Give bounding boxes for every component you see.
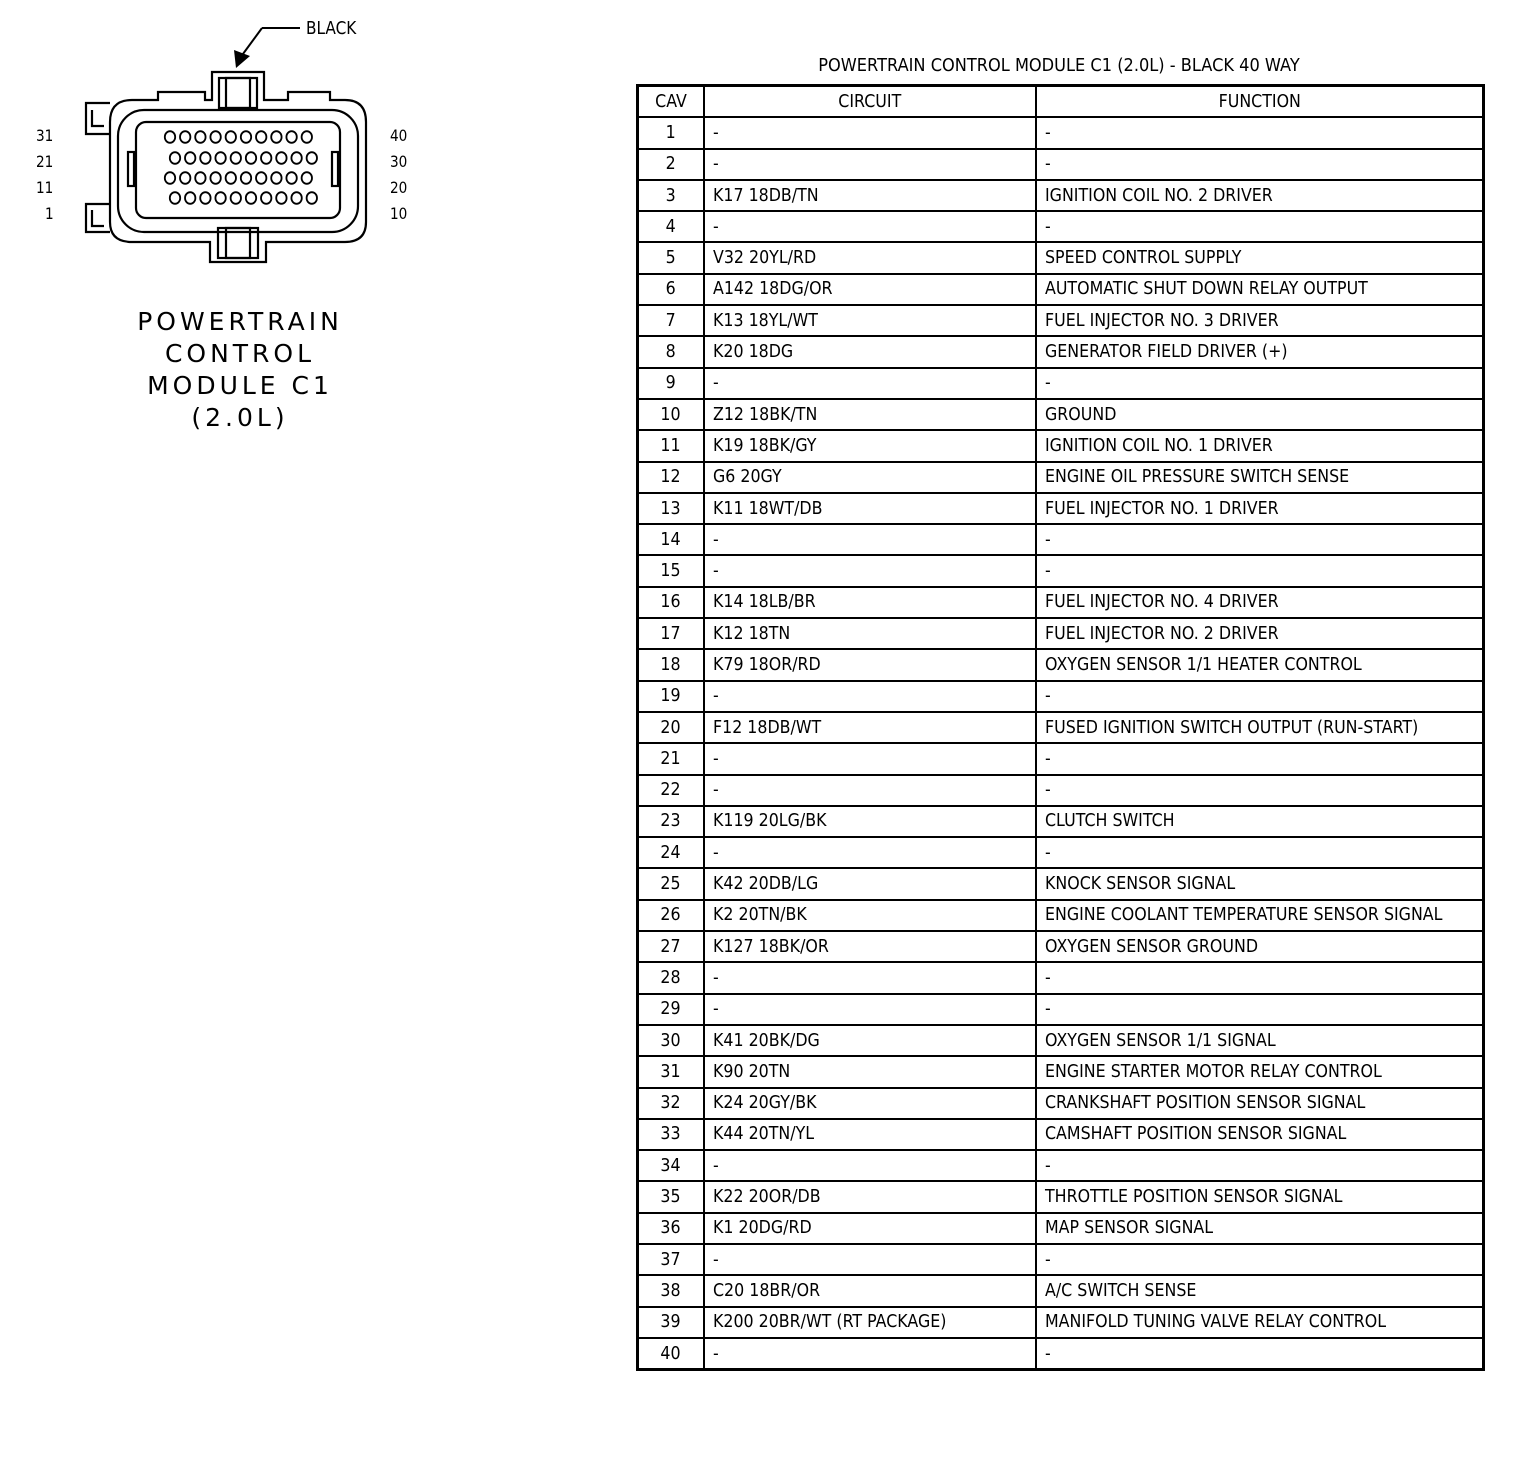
- pin-cavity: [276, 152, 286, 164]
- circuit-cell: -: [704, 368, 1036, 399]
- pin-cavity: [226, 172, 236, 184]
- circuit-cell: K79 18OR/RD: [704, 649, 1036, 680]
- function-cell: -: [1036, 1150, 1484, 1181]
- pin-cavity: [302, 131, 312, 143]
- pin-cavity: [170, 192, 180, 204]
- table-row: [638, 1213, 1484, 1244]
- pin-number-right: 10: [390, 204, 408, 223]
- pin-cavity: [180, 131, 190, 143]
- module-name-line: (2.0L): [191, 403, 289, 432]
- pin-cavity: [246, 192, 256, 204]
- function-cell: FUEL INJECTOR NO. 1 DRIVER: [1036, 493, 1484, 524]
- circuit-cell: K90 20TN: [704, 1056, 1036, 1087]
- pin-cavity: [165, 172, 175, 184]
- connector-color-label: BLACK: [306, 18, 357, 39]
- function-cell: IGNITION COIL NO. 1 DRIVER: [1036, 430, 1484, 461]
- pin-number-left: 11: [36, 178, 54, 197]
- table-row: [638, 1150, 1484, 1181]
- pin-cavity: [246, 152, 256, 164]
- table-row: [638, 618, 1484, 649]
- function-cell: -: [1036, 368, 1484, 399]
- cav-cell: 25: [638, 868, 704, 899]
- cav-cell: 14: [638, 524, 704, 555]
- pin-number-right: 20: [390, 178, 408, 197]
- circuit-cell: K17 18DB/TN: [704, 180, 1036, 211]
- connector-inner-housing: [118, 110, 358, 232]
- circuit-cell: -: [704, 1150, 1036, 1181]
- cav-cell: 39: [638, 1307, 704, 1338]
- circuit-cell: -: [704, 211, 1036, 242]
- function-cell: AUTOMATIC SHUT DOWN RELAY OUTPUT: [1036, 274, 1484, 305]
- table-row: [638, 994, 1484, 1025]
- cav-cell: 12: [638, 462, 704, 493]
- cav-cell: 38: [638, 1275, 704, 1306]
- pin-cavity: [231, 192, 241, 204]
- cav-cell: 19: [638, 681, 704, 712]
- cav-cell: 20: [638, 712, 704, 743]
- pin-cavity: [226, 131, 236, 143]
- circuit-cell: -: [704, 743, 1036, 774]
- pin-cavities: [165, 131, 317, 204]
- cav-cell: 28: [638, 962, 704, 993]
- cav-cell: 26: [638, 900, 704, 931]
- cav-cell: 22: [638, 775, 704, 806]
- cav-cell: 15: [638, 555, 704, 586]
- pin-cavity: [291, 152, 301, 164]
- table-row: [638, 837, 1484, 868]
- table-header-row: [638, 86, 1484, 118]
- function-cell: FUEL INJECTOR NO. 4 DRIVER: [1036, 587, 1484, 618]
- function-cell: ENGINE OIL PRESSURE SWITCH SENSE: [1036, 462, 1484, 493]
- pin-cavity: [215, 192, 225, 204]
- function-cell: -: [1036, 775, 1484, 806]
- left-mounting-tabs: [86, 103, 110, 232]
- circuit-cell: K14 18LB/BR: [704, 587, 1036, 618]
- module-name-line: MODULE C1: [147, 371, 333, 400]
- circuit-cell: K127 18BK/OR: [704, 931, 1036, 962]
- cav-cell: 37: [638, 1244, 704, 1275]
- function-cell: GENERATOR FIELD DRIVER (+): [1036, 336, 1484, 367]
- table-row: [638, 368, 1484, 399]
- table-row: [638, 524, 1484, 555]
- module-name-line: POWERTRAIN: [137, 307, 343, 336]
- table-row: [638, 681, 1484, 712]
- circuit-cell: -: [704, 775, 1036, 806]
- pin-number-right: 30: [390, 152, 408, 171]
- circuit-cell: G6 20GY: [704, 462, 1036, 493]
- header-function: FUNCTION: [1036, 86, 1484, 118]
- circuit-cell: -: [704, 1244, 1036, 1275]
- pin-number-right: 40: [390, 126, 408, 145]
- function-cell: CRANKSHAFT POSITION SENSOR SIGNAL: [1036, 1088, 1484, 1119]
- pin-cavity: [291, 192, 301, 204]
- cav-cell: 6: [638, 274, 704, 305]
- table-row: [638, 931, 1484, 962]
- pin-cavity: [200, 192, 210, 204]
- circuit-cell: F12 18DB/WT: [704, 712, 1036, 743]
- cav-cell: 35: [638, 1181, 704, 1212]
- cav-cell: 21: [638, 743, 704, 774]
- circuit-cell: K24 20GY/BK: [704, 1088, 1036, 1119]
- function-cell: THROTTLE POSITION SENSOR SIGNAL: [1036, 1181, 1484, 1212]
- cav-cell: 29: [638, 994, 704, 1025]
- header-cav: CAV: [638, 86, 704, 118]
- pin-cavity: [261, 152, 271, 164]
- cav-cell: 4: [638, 211, 704, 242]
- circuit-cell: K11 18WT/DB: [704, 493, 1036, 524]
- function-cell: -: [1036, 681, 1484, 712]
- pin-cavity: [256, 131, 266, 143]
- function-cell: -: [1036, 1244, 1484, 1275]
- cav-cell: 13: [638, 493, 704, 524]
- table-row: [638, 1275, 1484, 1306]
- circuit-cell: -: [704, 837, 1036, 868]
- circuit-cell: -: [704, 149, 1036, 180]
- color-callout-arrow: [0, 0, 480, 120]
- cav-cell: 1: [638, 117, 704, 148]
- table-row: [638, 555, 1484, 586]
- cav-cell: 23: [638, 806, 704, 837]
- function-cell: -: [1036, 211, 1484, 242]
- function-cell: CLUTCH SWITCH: [1036, 806, 1484, 837]
- pin-cavity: [271, 131, 281, 143]
- circuit-cell: K12 18TN: [704, 618, 1036, 649]
- pin-cavity: [241, 131, 251, 143]
- cav-cell: 10: [638, 399, 704, 430]
- pin-cavity: [165, 131, 175, 143]
- table-row: [638, 1338, 1484, 1370]
- function-cell: -: [1036, 1338, 1484, 1370]
- function-cell: OXYGEN SENSOR 1/1 SIGNAL: [1036, 1025, 1484, 1056]
- circuit-cell: K119 20LG/BK: [704, 806, 1036, 837]
- circuit-cell: K41 20BK/DG: [704, 1025, 1036, 1056]
- cav-cell: 3: [638, 180, 704, 211]
- pin-cavity: [271, 172, 281, 184]
- function-cell: -: [1036, 994, 1484, 1025]
- function-cell: ENGINE COOLANT TEMPERATURE SENSOR SIGNAL: [1036, 900, 1484, 931]
- cav-cell: 31: [638, 1056, 704, 1087]
- table-row: [638, 117, 1484, 148]
- table-row: [638, 462, 1484, 493]
- function-cell: ENGINE STARTER MOTOR RELAY CONTROL: [1036, 1056, 1484, 1087]
- function-cell: MANIFOLD TUNING VALVE RELAY CONTROL: [1036, 1307, 1484, 1338]
- cav-cell: 17: [638, 618, 704, 649]
- table-row: [638, 305, 1484, 336]
- cav-cell: 8: [638, 336, 704, 367]
- table-row: [638, 336, 1484, 367]
- header-circuit: CIRCUIT: [704, 86, 1036, 118]
- pin-cavity: [195, 172, 205, 184]
- pin-cavity: [231, 152, 241, 164]
- function-cell: MAP SENSOR SIGNAL: [1036, 1213, 1484, 1244]
- pinout-table: [636, 84, 1485, 1371]
- table-row: [638, 900, 1484, 931]
- table-row: [638, 806, 1484, 837]
- table-row: [638, 399, 1484, 430]
- table-row: [638, 868, 1484, 899]
- pin-cavity: [261, 192, 271, 204]
- function-cell: -: [1036, 524, 1484, 555]
- circuit-cell: K13 18YL/WT: [704, 305, 1036, 336]
- module-name-line: CONTROL: [164, 339, 316, 368]
- function-cell: GROUND: [1036, 399, 1484, 430]
- cav-cell: 36: [638, 1213, 704, 1244]
- cav-cell: 24: [638, 837, 704, 868]
- circuit-cell: K19 18BK/GY: [704, 430, 1036, 461]
- pin-cavity: [180, 172, 190, 184]
- circuit-cell: -: [704, 1338, 1036, 1370]
- circuit-cell: -: [704, 994, 1036, 1025]
- circuit-cell: A142 18DG/OR: [704, 274, 1036, 305]
- table-row: [638, 211, 1484, 242]
- table-row: [638, 1088, 1484, 1119]
- function-cell: -: [1036, 743, 1484, 774]
- pin-cavity: [185, 192, 195, 204]
- table-row: [638, 775, 1484, 806]
- pin-cavity: [276, 192, 286, 204]
- function-cell: -: [1036, 555, 1484, 586]
- pin-cavity: [302, 172, 312, 184]
- circuit-cell: -: [704, 524, 1036, 555]
- pin-cavity: [170, 152, 180, 164]
- circuit-cell: K2 20TN/BK: [704, 900, 1036, 931]
- table-row: [638, 1119, 1484, 1150]
- pin-cavity: [185, 152, 195, 164]
- table-row: [638, 180, 1484, 211]
- function-cell: OXYGEN SENSOR GROUND: [1036, 931, 1484, 962]
- pin-cavity: [215, 152, 225, 164]
- table-row: [638, 962, 1484, 993]
- cav-cell: 40: [638, 1338, 704, 1370]
- circuit-cell: -: [704, 681, 1036, 712]
- cav-cell: 30: [638, 1025, 704, 1056]
- function-cell: IGNITION COIL NO. 2 DRIVER: [1036, 180, 1484, 211]
- circuit-cell: K20 18DG: [704, 336, 1036, 367]
- table-row: [638, 1025, 1484, 1056]
- circuit-cell: -: [704, 555, 1036, 586]
- pin-cavity: [286, 172, 296, 184]
- pin-cavity: [256, 172, 266, 184]
- function-cell: SPEED CONTROL SUPPLY: [1036, 242, 1484, 273]
- table-row: [638, 649, 1484, 680]
- circuit-cell: K44 20TN/YL: [704, 1119, 1036, 1150]
- cav-cell: 11: [638, 430, 704, 461]
- pin-cavity: [210, 172, 220, 184]
- table-title: POWERTRAIN CONTROL MODULE C1 (2.0L) - BLACK 40 WAY: [818, 55, 1300, 76]
- table-row: [638, 1244, 1484, 1275]
- circuit-cell: -: [704, 117, 1036, 148]
- pin-cavity: [195, 131, 205, 143]
- circuit-cell: V32 20YL/RD: [704, 242, 1036, 273]
- table-row: [638, 1181, 1484, 1212]
- function-cell: KNOCK SENSOR SIGNAL: [1036, 868, 1484, 899]
- table-row: [638, 1056, 1484, 1087]
- table-row: [638, 712, 1484, 743]
- table-row: [638, 430, 1484, 461]
- function-cell: A/C SWITCH SENSE: [1036, 1275, 1484, 1306]
- table-row: [638, 149, 1484, 180]
- cav-cell: 16: [638, 587, 704, 618]
- circuit-cell: -: [704, 962, 1036, 993]
- function-cell: CAMSHAFT POSITION SENSOR SIGNAL: [1036, 1119, 1484, 1150]
- cav-cell: 2: [638, 149, 704, 180]
- function-cell: FUEL INJECTOR NO. 3 DRIVER: [1036, 305, 1484, 336]
- cav-cell: 9: [638, 368, 704, 399]
- function-cell: -: [1036, 837, 1484, 868]
- cav-cell: 33: [638, 1119, 704, 1150]
- circuit-cell: K22 20OR/DB: [704, 1181, 1036, 1212]
- right-rib: [332, 152, 338, 186]
- cav-cell: 34: [638, 1150, 704, 1181]
- function-cell: -: [1036, 117, 1484, 148]
- table-row: [638, 743, 1484, 774]
- pin-cavity: [241, 172, 251, 184]
- pin-number-left: 1: [45, 204, 54, 223]
- circuit-cell: Z12 18BK/TN: [704, 399, 1036, 430]
- pin-number-left: 21: [36, 152, 54, 171]
- module-name-label: [120, 306, 360, 434]
- circuit-cell: K200 20BR/WT (RT PACKAGE): [704, 1307, 1036, 1338]
- cav-cell: 32: [638, 1088, 704, 1119]
- cav-cell: 7: [638, 305, 704, 336]
- pin-cavity: [200, 152, 210, 164]
- cav-cell: 5: [638, 242, 704, 273]
- function-cell: -: [1036, 962, 1484, 993]
- pin-cavity: [286, 131, 296, 143]
- pin-cavity: [210, 131, 220, 143]
- pin-number-left: 31: [36, 126, 54, 145]
- left-rib: [128, 152, 134, 186]
- circuit-cell: K42 20DB/LG: [704, 868, 1036, 899]
- table-row: [638, 242, 1484, 273]
- function-cell: -: [1036, 149, 1484, 180]
- cav-cell: 18: [638, 649, 704, 680]
- circuit-cell: K1 20DG/RD: [704, 1213, 1036, 1244]
- function-cell: OXYGEN SENSOR 1/1 HEATER CONTROL: [1036, 649, 1484, 680]
- table-row: [638, 587, 1484, 618]
- circuit-cell: C20 18BR/OR: [704, 1275, 1036, 1306]
- function-cell: FUSED IGNITION SWITCH OUTPUT (RUN-START): [1036, 712, 1484, 743]
- table-row: [638, 493, 1484, 524]
- cav-cell: 27: [638, 931, 704, 962]
- table-row: [638, 274, 1484, 305]
- pin-cavity: [307, 192, 317, 204]
- table-row: [638, 1307, 1484, 1338]
- function-cell: FUEL INJECTOR NO. 2 DRIVER: [1036, 618, 1484, 649]
- pin-cavity: [307, 152, 317, 164]
